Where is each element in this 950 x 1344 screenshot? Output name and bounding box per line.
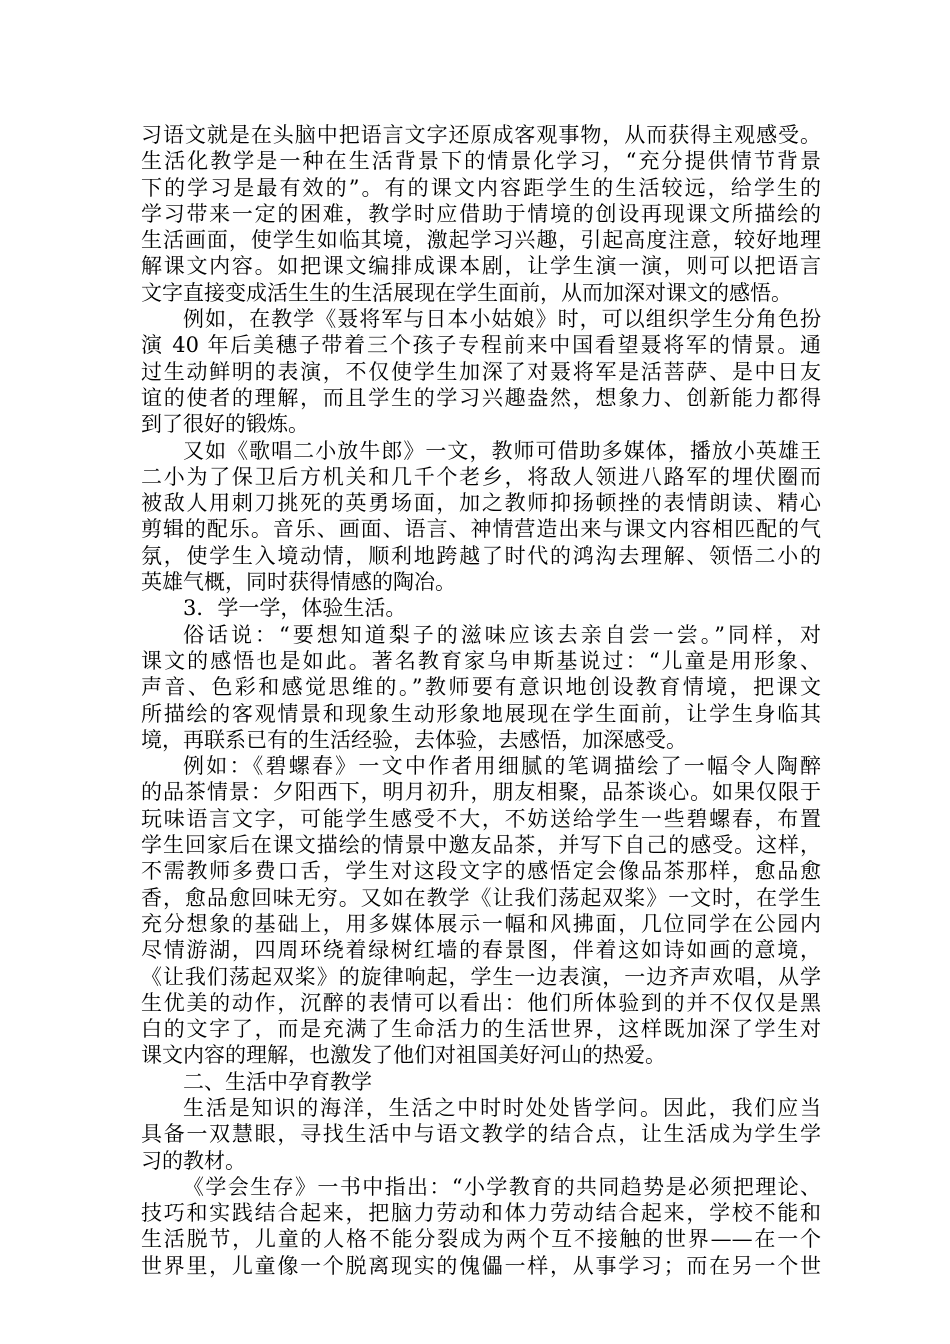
text-line-2: 生活化教学是一种在生活背景下的情景化学习，“充分提供情节背景	[141, 149, 821, 174]
text-line-15: 被敌人用刺刀挑死的英勇场面，加之教师抑扬顿挫的表情朗读、精心	[141, 491, 821, 516]
text-line-22: 声音、色彩和感觉思维的。”教师要有意识地创设教育情境，把课文	[141, 675, 821, 700]
text-line-34: 生优美的动作，沉醉的表情可以看出：他们所体验到的并不仅仅是黑	[141, 990, 821, 1015]
subheading-learn: 3．学一学，体验生活。	[183, 596, 407, 621]
text-line-12: 到了很好的锻炼。	[141, 412, 309, 437]
text-line-21: 课文的感悟也是如此。著名教育家乌申斯基说过：“儿童是用形象、	[141, 648, 821, 673]
text-line-4: 学习带来一定的困难，教学时应借助于情境的创设再现课文所描绘的	[141, 201, 821, 226]
text-line-7: 文字直接变成活生生的生活展现在学生面前，从而加深对课文的感悟。	[141, 280, 792, 305]
text-line-5: 生活画面，使学生如临其境，激起学习兴趣，引起高度注意，较好地理	[141, 228, 821, 253]
text-line-27: 玩味语言文字，可能学生感受不大，不妨送给学生一些碧螺春，布置	[141, 806, 821, 831]
text-line-13: 又如《歌唱二小放牛郎》一文，教师可借助多媒体，播放小英雄王	[183, 438, 821, 463]
text-line-30: 香，愈品愈回味无穷。又如在教学《让我们荡起双桨》一文时，在学生	[141, 885, 821, 910]
text-line-39: 具备一双慧眼，寻找生活中与语文教学的结合点，让生活成为学生学	[141, 1122, 821, 1147]
document-page	[141, 122, 821, 1279]
text-line-40: 习的教材。	[141, 1148, 246, 1173]
text-line-32: 尽情游湖，四周环绕着绿树红墙的春景图，伴着这如诗如画的意境，	[141, 938, 821, 963]
text-line-43: 生活脱节，儿童的人格不能分裂成为两个互不接触的世界——在一个	[141, 1227, 821, 1252]
text-line-25: 例如：《碧螺春》一文中作者用细腻的笔调描绘了一幅令人陶醉	[183, 754, 821, 779]
text-line-35: 白的文字了，而是充满了生命活力的生活世界，这样既加深了学生对	[141, 1017, 821, 1042]
text-line-33: 《让我们荡起双桨》的旋律响起，学生一边表演，一边齐声欢唱，从学	[141, 964, 821, 989]
section-heading: 二、生活中孕育教学	[183, 1069, 372, 1094]
text-line-3: 下的学习是最有效的”。有的课文内容距学生的生活较远，给学生的	[141, 175, 821, 200]
text-line-11: 谊的使者的理解，而且学生的学习兴趣盎然，想象力、创新能力都得	[141, 385, 821, 410]
text-line-26: 的品茶情景：夕阳西下，明月初升，朋友相聚，品茶谈心。如果仅限于	[141, 780, 821, 805]
text-line-41: 《学会生存》一书中指出：“小学教育的共同趋势是必须把理论、	[183, 1174, 821, 1199]
text-line-31: 充分想象的基础上，用多媒体展示一幅和风拂面，几位同学在公园内	[141, 911, 821, 936]
text-line-28: 学生回家后在课文描绘的情景中邀友品茶，并写下自己的感受。这样，	[141, 833, 821, 858]
text-line-14: 二小为了保卫后方机关和几千个老乡，将敌人领进八路军的埋伏圈而	[141, 464, 821, 489]
text-line-1: 习语文就是在头脑中把语言文字还原成客观事物，从而获得主观感受。	[141, 123, 821, 147]
text-line-20: 俗话说：“要想知道梨子的滋味应该去亲自尝一尝。”同样，对	[183, 622, 821, 647]
text-line-36: 课文内容的理解，也激发了他们对祖国美好河山的热爱。	[141, 1043, 666, 1068]
text-line-18: 英雄气概，同时获得情感的陶冶。	[141, 570, 456, 595]
text-line-23: 所描绘的客观情景和现象生动形象地展现在学生面前，让学生身临其	[141, 701, 821, 726]
text-line-8: 例如，在教学《聂将军与日本小姑娘》时，可以组织学生分角色扮	[183, 307, 821, 332]
text-line-9: 演 40 年后美穗子带着三个孩子专程前来中国看望聂将军的情景。通	[141, 333, 821, 358]
text-line-24: 境，再联系已有的生活经验，去体验，去感悟，加深感受。	[141, 727, 687, 752]
text-line-29: 不需教师多费口舌，学生对这段文字的感悟定会像品茶那样，愈品愈	[141, 859, 821, 884]
text-line-42: 技巧和实践结合起来，把脑力劳动和体力劳动结合起来，学校不能和	[141, 1201, 821, 1226]
text-line-16: 剪辑的配乐。音乐、画面、语言、神情营造出来与课文内容相匹配的气	[141, 517, 821, 542]
text-line-10: 过生动鲜明的表演，不仅使学生加深了对聂将军是活菩萨、是中日友	[141, 359, 821, 384]
text-line-44: 世界里，儿童像一个脱离现实的傀儡一样，从事学习；而在另一个世	[141, 1253, 821, 1278]
text-line-6: 解课文内容。如把课文编排成课本剧，让学生演一演，则可以把语言	[141, 254, 821, 279]
text-line-38: 生活是知识的海洋，生活之中时时处处皆学问。因此，我们应当	[183, 1095, 821, 1120]
text-line-17: 氛，使学生入境动情，顺利地跨越了时代的鸿沟去理解、领悟二小的	[141, 543, 821, 568]
